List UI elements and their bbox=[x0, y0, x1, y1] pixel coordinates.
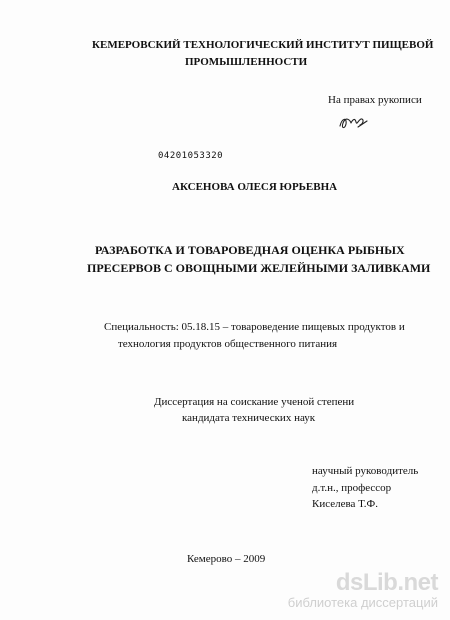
degree-line1: Диссертация на соискание ученой степени bbox=[154, 396, 355, 408]
watermark bbox=[288, 570, 438, 610]
watermark-logo: dsLib.net bbox=[335, 569, 438, 596]
supervisor-rank: д.т.н., профессор bbox=[312, 482, 392, 494]
institute-name-line2: ПРОМЫШЛЕННОСТИ bbox=[185, 56, 308, 68]
institute-name-line1: КЕМЕРОВСКИЙ ТЕХНОЛОГИЧЕСКИЙ ИНСТИТУТ ПИЩЕВОЙ bbox=[92, 39, 434, 51]
place-year: Кемерово – 2009 bbox=[187, 553, 266, 565]
registration-number: 04201053320 bbox=[158, 151, 224, 161]
supervisor-role: научный руководитель bbox=[312, 465, 419, 477]
handwritten-signature bbox=[338, 114, 368, 132]
watermark-subtitle: библиотека диссертаций bbox=[287, 595, 438, 610]
specialty-line1: Специальность: 05.18.15 – товароведение пищевых продуктов и bbox=[104, 321, 405, 333]
title-line1: РАЗРАБОТКА И ТОВАРОВЕДНАЯ ОЦЕНКА РЫБНЫХ bbox=[95, 243, 405, 257]
rights-note: На правах рукописи bbox=[328, 94, 422, 106]
title-line2: ПРЕСЕРВОВ С ОВОЩНЫМИ ЖЕЛЕЙНЫМИ ЗАЛИВКАМИ bbox=[87, 261, 431, 275]
author-name: АКСЕНОВА ОЛЕСЯ ЮРЬЕВНА bbox=[172, 181, 338, 193]
supervisor-name: Киселева Т.Ф. bbox=[312, 498, 378, 510]
degree-line2: кандидата технических наук bbox=[182, 412, 316, 424]
specialty-line2: технология продуктов общественного питания bbox=[118, 338, 338, 350]
